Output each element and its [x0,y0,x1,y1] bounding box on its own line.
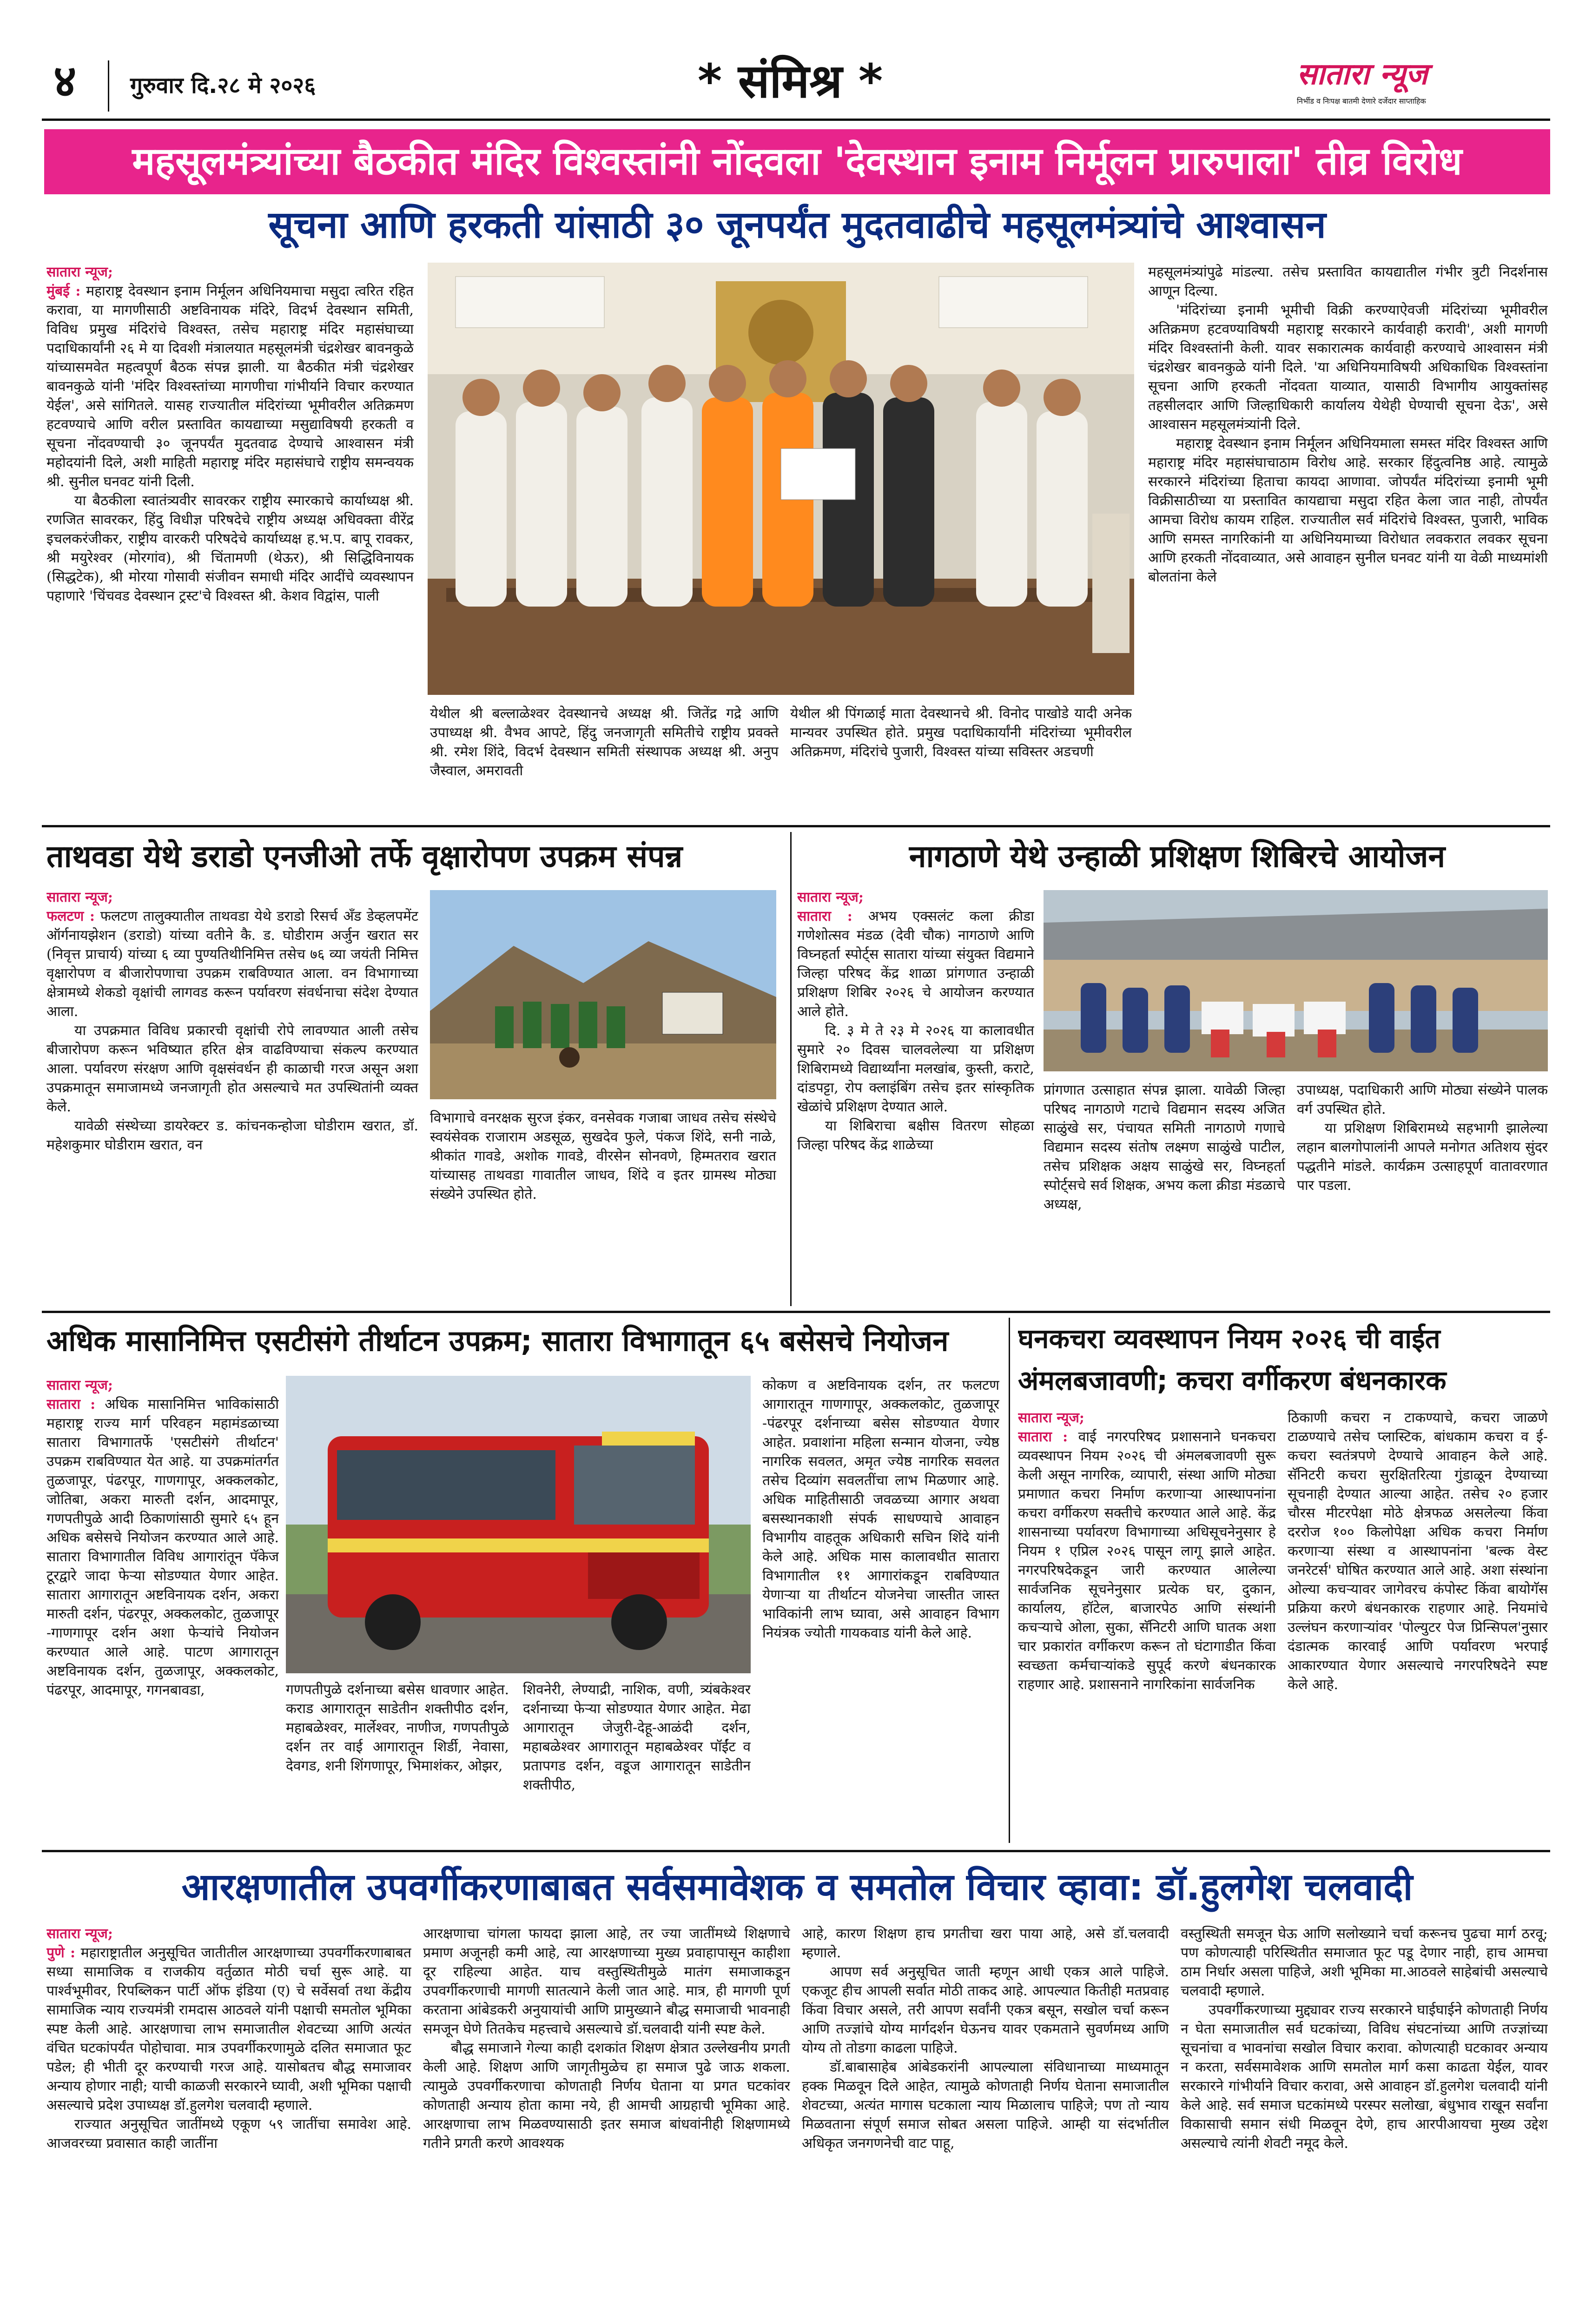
story6-lead: महाराष्ट्रातील अनुसूचित जातीतील आरक्षणाच्या उपवर्गीकरणाबाबत सध्या सामाजिक व राजकीय वर्तुळात मोठी चर्चा सुरू आहे. या पार्श्वभूमीवर, रिपब्लिकन पार्टी ऑफ इंडिया (ए) चे सर्वेसर्वा तथा केंद्रीय सामाजिक न्याय राज्यमंत्री रामदास आठवले यांनी पक्षाची समतोल भूमिका स्पष्ट केली आहे. आरक्षणाचा लाभ समाजातील शेवटच्या आणि अत्यंत वंचित घटकांपर्यंत पोहोचावा. मात्र उपवर्गीकरणामुळे दलित समाजात फूट पडेल; ही भीती दूर करण्याची गरज आहे. यासोबतच बौद्ध समाजावर अन्याय होणार नाही; याची काळजी सरकारने घ्यावी, अशी भूमिका पक्षाची असल्याचे प्रदेश उपाध्यक्ष डॉ.हुलगेश चलवादी म्हणाले. [46,1945,411,2113]
story6-col2-p2: बौद्ध समाजाने गेल्या काही दशकांत शिक्षण क्षेत्रात उल्लेखनीय प्रगती केली आहे. शिक्षण आणि जागृतीमुळेच हा समाज पुढे जाऊ शकला. त्यामुळे उपवर्गीकरणाचा कोणताही निर्णय घेताना या प्रगत घटकांवर कोणताही अन्याय होता कामा नये, ही आमची आग्रहाची भूमिका आहे. आरक्षणाचा लाभ मिळवण्यासाठी इतर समाज बांधवांनीही शिक्षणामध्ये गतीने प्रगती करणे आवश्यक [423,2040,790,2152]
story1-location: मुंबई : [46,283,81,299]
story3-column-1 [797,888,1034,1301]
story1-banner-text: महसूलमंत्र्यांच्या बैठकीत मंदिर विश्वस्तांनी नोंदवला 'देवस्थान इनाम निर्मूलन प्रारुपाला' तीव्र विरोध [132,139,1462,184]
story1-subhead: सूचना आणि हरकती यांसाठी ३० जूनपर्यंत मुदतवाढीचे महसूलमंत्र्यांचे आश्वासन [268,203,1326,246]
story1-lead: महाराष्ट्र देवस्थान इनाम निर्मूलन अधिनियमाचा मसुदा त्वरित रहित करावा, या मागणीसाठी अष्टविनायक मंदिरे, विदर्भ देवस्थान समिती, विविध प्रमुख मंदिरांचे विश्वस्त, तसेच महाराष्ट्र मंदिर महासंघाच्या पदाधिकार्यांनी २६ मे या दिवशी मंत्रालयात महसूलमंत्री चंद्रशेखर बावनकुळे यांच्यासमवेत महत्वपूर्ण बैठक संपन्न झाली. या बैठकीत मंत्री चंद्रशेखर बावनकुळे यांनी 'मंदिर विश्वस्तांच्या मागणीचा गांभीर्याने विचार करण्यात येईल', असे सांगितले. यासह राज्यातील मंदिरांच्या भूमीवरील अतिक्रमण हटवण्याचे आणि वरील प्रस्तावित कायद्याच्या मसुद्याविषयी हरकती व सूचना नोंदवण्याची ३० जूनपर्यंत मुदतवाढ देण्याचे आश्वासन मंत्री महोदयांनी दिले, अशी माहिती महाराष्ट्र मंदिर महासंघाचे राष्ट्रीय समन्वयक श्री. सुनील घनवट यांनी दिली. [46,283,414,490]
story6-column-3 [802,1924,1169,2324]
story2-p3: यावेळी संस्थेच्या डायरेक्टर ड. कांचनकन्होजा घोडीराम खरात, डॉ. महेशकुमार घोडीराम खरात, वन [46,1118,418,1153]
section-title: * संमिश्र * [697,54,883,108]
story5-body: वाई नगरपरिषद प्रशासनाने घनकचरा व्यवस्थापन नियम २०२६ ची अंमलबजावणी सुरू केली असून नागरिक, व्यापारी, संस्था आणि मोठ्या प्रमाणात कचरा निर्माण करणाऱ्या आस्थापनांना कचरा वर्गीकरण सक्तीचे करण्यात आले आहे. केंद्र शासनाच्या पर्यावरण विभागाच्या अधिसूचनेनुसार हे नियम १ एप्रिल २०२६ पासून लागू झाले आहेत. नगरपरिषदेकडून जारी करण्यात आलेल्या सार्वजनिक सूचनेनुसार प्रत्येक घर, दुकान, कार्यालय, हॉटेल, बाजारपेठ आणि संस्थांनी कचऱ्याचे ओला, सुका, सॅनिटरी आणि घातक अशा चार प्रकारांत वर्गीकरण करून तो घंटागाडीत किंवा स्वच्छता कर्मचाऱ्यांकडे सुपूर्द करणे बंधनकारक राहणार आहे. प्रशासनाने नागरिकांना सार्वजनिक [1018,1429,1276,1693]
story1-col4-p2: 'मंदिरांच्या इनामी भूमीची विक्री करण्याऐवजी मंदिरांच्या भूमीवरील अतिक्रमण हटवण्याविषयी महाराष्ट्र सरकारने कार्यवाही करावी', अशी मागणी मंदिर विश्वस्तांनी केली. यावर सकारात्मक कार्यवाही करण्याचे आश्वासन मंत्री चंद्रशेखर बावनकुळे यांनी दिले. 'या अधिनियमाविषयी अधिकाधिक विश्वस्तांना सूचना आणि हरकती नोंदवता याव्यात, यासाठी विभागीय आयुक्तांसह तहसीलदार आणि जिल्हाधिकारी कार्यालय येथेही घेण्याची सूचना देऊ', असे आश्वासन महसूलमंत्र्यांनी दिले. [1148,302,1548,433]
story1-caption-b: येथील श्री पिंगळाई माता देवस्थानचे श्री. विनोद पाखोडे यादी अनेक मान्यवर उपस्थित होते. प्रमुख पदाधिकार्यांनी मंदिरांच्या भूमीवरील अतिक्रमण, मंदिरांचे पुजारी, विश्वस्त यांच्या सविस्तर अडचणी [790,706,1132,760]
story2-plantation-photo [430,890,776,1099]
story3-location: सातारा : [797,908,852,924]
story4-location: सातारा : [46,1396,96,1413]
story4-caption-2: शिवनेरी, लेण्याद्री, नाशिक, वणी, त्र्यंबकेश्वर दर्शनाच्या फेऱ्या सोडण्यात येणार आहेत. मेढा आगारातून जेजुरी-देहू-आळंदी दर्शन, महाबळेश्वर आगारातून महाबळेश्वर पॉईंट व प्रतापगड दर्शन, वडूज आगारातून साडेतीन शक्तीपीठ, [523,1682,751,1793]
story3-source: सातारा न्यूज; [797,889,864,905]
story4-column-1 [46,1376,279,1841]
section-rule-3 [42,1850,1550,1852]
story1-col4-p3: महाराष्ट्र देवस्थान इनाम निर्मूलन अधिनियमाला समस्त मंदिर विश्वस्त आणि महाराष्ट्र मंदिर महासंघाचाठाम विरोध आहे. सरकार हिंदुत्वनिष्ठ आहे. त्यामुळे सरकारने मंदिरांच्या हिताचा कायदा आणावा. जोपर्यंत मंदिरांच्या इनामी भूमी विक्रीसाठीच्या या प्रस्तावित कायद्याचा मसुदा रहित केला जात नाही, तोपर्यंत आमचा विरोध कायम राहिल. राज्यातील सर्व मंदिरांचे विश्वस्त, पुजारी, भाविक आणि समस्त नागरिकांनी या अधिनियमाच्या विरोधात लवकरात लवकर सूचना आणि हरकती नोंदवाव्यात, असे आवाहन सुनील घनवट यांनी या वेळी माध्यमांशी बोलतांना केले [1148,436,1548,585]
story5-col2-body: ठिकाणी कचरा न टाकण्याचे, कचरा जाळणे टाळण्याचे तसेच प्लास्टिक, बांधकाम कचरा व ई-कचरा स्वतंत्रपणे देण्याचे आवाहन केले आहे. सॅनिटरी कचरा सुरक्षितरित्या गुंडाळून देण्याच्या सूचनाही देण्यात आल्या आहेत. तसेच २० हजार चौरस मीटरपेक्षा मोठे क्षेत्रफळ असलेल्या किंवा दररोज १०० किलोपेक्षा अधिक कचरा निर्माण करणाऱ्या संस्था व आस्थापनांना 'बल्क वेस्ट जनरेटर्स' घोषित करण्यात आले आहे. अशा संस्थांना ओल्या कचऱ्यावर जागेवरच कंपोस्ट किंवा बायोगॅस प्रक्रिया करणे बंधनकारक राहणार आहे. नियमांचे उल्लंघन करणाऱ्यांवर 'पोल्युटर पेज प्रिन्सिपल'नुसार दंडात्मक कारवाई आणि पर्यावरण भरपाई आकारण्यात येणार असल्याचे नगरपरिषदेने स्पष्ट केले आहे. [1288,1410,1548,1693]
story5-column-1 [1018,1408,1276,1843]
story4-col3-body: कोकण व अष्टविनायक दर्शन, तर फलटण आगारातून गाणगापूर, अक्कलकोट, तुळजापूर -पंढरपूर दर्शनाच्या बसेस सोडण्यात येणार आहेत. प्रवाशांना महिला सन्मान योजना, ज्येष्ठ नागरिक सवलत, अमृत ज्येष्ठ नागरिक सवलत तसेच दिव्यांग सवलतींचा लाभ मिळणार आहे. अधिक माहितीसाठी जवळच्या आगार अथवा बसस्थानकाशी संपर्क साधण्याचे आवाहन विभागीय वाहतूक अधिकारी सचिन शिंदे यांनी केले आहे. अधिक मास कालावधीत सातारा विभागातील ११ आगारांकडून राबविण्यात येणाऱ्या या तीर्थाटन योजनेचा जास्तीत जास्त भाविकांनी लाभ घ्यावा, असे आवाहन विभाग नियंत्रक ज्योती गायकवाड यांनी केले आहे. [762,1377,999,1641]
story6-col3-p3: डॉ.बाबासाहेब आंबेडकरांनी आपल्याला संविधानाच्या माध्यमातून हक्क मिळवून दिले आहेत, त्यामुळे कोणताही निर्णय घेताना समाजातील शेवटच्या, अत्यंत मागास घटकाला न्याय मिळालाच पाहिजे; पण तो न्याय मिळवताना संपूर्ण समाज सोबत असला पाहिजे. आम्ही या संदर्भातील अधिकृत जनगणनेची वाट पाहू, [802,2059,1169,2152]
header-rule [42,119,1550,121]
story5-location: सातारा : [1018,1429,1068,1445]
story1-column-4 [1148,263,1548,811]
story3-p3: या शिबिराचा बक्षीस वितरण सोहळा जिल्हा परिषद केंद्र शाळेच्या [797,1118,1034,1153]
story3-lead: अभय एक्सलंट कला क्रीडा गणेशोत्सव मंडळ (देवी चौक) नागठाणे आणि विघ्नहर्ता स्पोर्ट्स सातारा यांच्या संयुक्त विद्यमाने जिल्हा परिषद केंद्र शाळा प्रांगणात उन्हाळी प्रशिक्षण शिबिर २०२६ चे आयोजन करण्यात आले होते. [797,908,1034,1020]
story1-source: सातारा न्यूज; [46,264,113,280]
story3-cap2a: उपाध्यक्ष, पदाधिकारी आणि मोठ्या संख्येने पालक वर्ग उपस्थित होते. [1297,1082,1548,1117]
story2-3-divider [790,832,792,1306]
story2-location: फलटण : [46,908,95,924]
story2-headline: ताथवडा येथे डराडो एनजीओ तर्फे वृक्षारोपण उपक्रम संपन्न [46,838,683,874]
story3-caption-1: प्रांगणात उत्साहात संपन्न झाला. यावेळी जिल्हा परिषद नागठाणे गटाचे विद्यमान सदस्य अजित साळुंखे सर, पंचायत समिती नागठाणे गणाचे विद्यमान सदस्य संतोष लक्ष्मण साळुंखे पाटील, तसेच प्रशिक्षक अक्षय साळुंखे सर, विघ्नहर्ता स्पोर्ट्सचे सर्व शिक्षक, अभय कला क्रीडा मंडळाचे अध्यक्ष, [1044,1082,1285,1213]
story4-5-divider [1009,1318,1010,1843]
story1-col4-p1: महसूलमंत्र्यांपुढे मांडल्या. तसेच प्रस्तावित कायद्यातील गंभीर त्रुटी निदर्शनास आणून दिल्या. [1148,264,1548,299]
story6-column-4 [1181,1924,1548,2324]
section-rule-1 [42,825,1550,827]
story4-headline: अधिक मासानिमित्त एसटीसंगे तीर्थाटन उपक्रम; सातारा विभागातून ६५ बसेसचे नियोजन [46,1324,949,1358]
header-divider [108,60,109,112]
page-number: ४ [53,56,77,107]
story5-source: सातारा न्यूज; [1018,1410,1084,1426]
story1-col1-paragraph-2: या बैठकीला स्वातंत्र्यवीर सावरकर राष्ट्रीय स्मारकाचे कार्याध्यक्ष श्री. रणजित सावरकर, हिंदु विधीज्ञ परिषदेचे राष्ट्रीय अध्यक्ष अधिवक्ता वीरेंद्र इचलकरंजीकर, राष्ट्रीय वारकरी परिषदेचे कार्याध्यक्ष ह.भ.प. बापू रावकर, श्री मयुरेश्वर (मोरगांव), श्री चिंतामणी (थेऊर), श्री सिद्धिविनायक (सिद्धटेक), श्री मोरया गोसावी संजीवन समाधी मंदिर आदींचे व्यवस्थापन पहाणारे 'चिंचवड देवस्थान ट्रस्ट'चे विश्वस्त श्री. केशव विद्वांस, पाली [46,493,414,604]
story4-caption-1: गणपतीपुळे दर्शनाच्या बसेस धावणार आहेत. कराड आगारातून साडेतीन शक्तीपीठ दर्शन, महाबळेश्वर, मार्लेश्वर, नाणीज, गणपतीपुळे दर्शन तर वाई आगारातून शिर्डी, नेवासा, देवगड, शनी शिंगणापूर, भिमाशंकर, ओझर, [286,1682,509,1774]
story6-col4-p1: वस्तुस्थिती समजून घेऊ आणि सलोख्याने चर्चा करूनच पुढचा मार्ग ठरवू; पण कोणत्याही परिस्थितीत समाजात फूट पडू देणार नाही, हाच आमचा ठाम निर्धार असला पाहिजे, अशी भूमिका मा.आठवले साहेबांची असल्याचे चलवादी म्हणाले. [1181,1926,1548,1999]
story5-headline-line-2: अंमलबजावणी; कचरा वर्गीकरण बंधनकारक [1018,1365,1447,1396]
story6-col4-p2: उपवर्गीकरणाच्या मुद्द्यावर राज्य सरकारने घाईघाईने कोणताही निर्णय न घेता समाजातील सर्व घटकांच्या, विविध संघटनांच्या आणि तज्ज्ञांच्या सूचनांचा व भावनांचा सखोल विचार करावा. कोणत्याही घटकावर अन्याय न करता, सर्वसमावेशक आणि समतोल मार्ग कसा काढता येईल, यावर सरकारने गांभीर्याने विचार करावा, असे आवाहन डॉ.हुलगेश चलवादी यांनी केले आहे. सर्व समाज घटकांमध्ये परस्पर सलोखा, बंधुभाव राखून सर्वांना विकासाची समान संधी मिळवून देणे, हाच आरपीआयचा मुख्य उद्देश असल्याचे त्यांनी शेवटी नमूद केले. [1181,2002,1548,2152]
story1-meeting-photo [428,263,1134,695]
story5-headline-line-1: घनकचरा व्यवस्थापन नियम २०२६ ची वाईत [1018,1323,1440,1354]
logo-tagline: निर्भीड व निःपक्ष बातमी देणारे दर्जेदार साप्ताहिक [1297,97,1426,106]
story6-headline: आरक्षणातील उपवर्गीकरणाबाबत सर्वसमावेशक व समतोल विचार व्हावा: डॉ.हुलगेश चलवादी [181,1865,1413,1908]
story4-bus-photo [286,1376,751,1673]
story6-source: सातारा न्यूज; [46,1926,113,1942]
story2-column-1 [46,888,418,1301]
story6-col2-p1: आरक्षणाचा चांगला फायदा झाला आहे, तर ज्या जातींमध्ये शिक्षणाचे प्रमाण अजूनही कमी आहे, त्या आरक्षणाच्या मुख्य प्रवाहापासून काहीशा दूर राहिल्या आहेत. याच वस्तुस्थितीमुळे मातंग समाजाकडून उपवर्गीकरणाची मागणी सातत्याने केली जात आहे. मात्र, ही मागणी पूर्ण करताना आंबेडकरी अनुयायांची आणि प्रामुख्याने बौद्ध समाजाची भावनाही समजून घेणे तितकेच महत्त्वाचे असल्याचे डॉ.चलवादी यांनी स्पष्ट केले. [423,1926,790,2037]
story6-column-1 [46,1924,411,2324]
story4-column-3 [762,1376,999,1841]
section-rule-2 [42,1311,1550,1313]
story1-column-1 [46,263,414,811]
story6-location: पुणे : [46,1945,76,1961]
story3-caption-2 [1297,1081,1548,1304]
story1-caption-a: येथील श्री बल्लाळेश्वर देवस्थानचे अध्यक्ष श्री. जितेंद्र गद्रे आणि उपाध्यक्ष श्री. वैभव आपटे, हिंदु जनजागृती समितीचे राष्ट्रीय प्रवक्ते श्री. रमेश शिंदे, विदर्भ देवस्थान समिती संस्थापक अध्यक्ष श्री. अनुप जैस्वाल, अमरावती [430,706,779,779]
story3-headline: नागठाणे येथे उन्हाळी प्रशिक्षण शिबिरचे आयोजन [909,838,1446,874]
story6-col1-p2: राज्यात अनुसूचित जातींमध्ये एकूण ५९ जातींचा समावेश आहे. आजवरच्या प्रवासात काही जातींना [46,2116,411,2152]
story6-col3-p1: आहे, कारण शिक्षण हाच प्रगतीचा खरा पाया आहे, असे डॉ.चलवादी म्हणाले. [802,1926,1169,1961]
story6-col3-p2: आपण सर्व अनुसूचित जाती म्हणून आधी एकत्र आले पाहिजे. एकजूट हीच आपली सर्वात मोठी ताकद आहे. आपल्यात कितीही मतप्रवाह किंवा विचार असले, तरी आपण सर्वांनी एकत्र बसून, सखोल चर्चा करून आणि तज्ज्ञांचे योग्य मार्गदर्शन घेऊनच यावर एकमताने सुवर्णमध्य आणि योग्य तो तोडगा काढला पाहिजे. [802,1964,1169,2056]
story4-body: अधिक मासानिमित्त भाविकांसाठी महाराष्ट्र राज्य मार्ग परिवहन महामंडळाच्या सातारा विभागातर्फे 'एसटीसंगे तीर्थाटन' उपक्रम राबविण्यात येत आहे. या उपक्रमांतर्गत तुळजापूर, पंढरपूर, गाणगापूर, अक्कलकोट, जोतिबा, अकरा मारुती दर्शन, आदमापूर, गणपतीपुळे आदी ठिकाणांसाठी सुमारे ६५ हून अधिक बसेसचे नियोजन करण्यात आले आहे. सातारा विभागातील विविध आगारांतून पॅकेज टूरद्वारे जादा फेऱ्या सोडण्यात येणार आहेत. सातारा आगारातून अष्टविनायक दर्शन, अकरा मारुती दर्शन, पंढरपूर, अक्कलकोट, तुळजापूर -गाणगापूर दर्शन अशा फेऱ्यांचे नियोजन करण्यात आले आहे. पाटण आगारातून अष्टविनायक दर्शन, तुळजापूर, अक्कलकोट, पंढरपूर, आदमापूर, गगनबावडा, [46,1396,279,1698]
story4-source: सातारा न्यूज; [46,1377,113,1393]
story2-p2: या उपक्रमात विविध प्रकारची वृक्षांची रोपे लावण्यात आली तसेच बीजारोपण करून भविष्यात हरित क्षेत्र वाढविण्याचा संकल्प करण्यात आला. पर्यावरण संरक्षण आणि वृक्षसंवर्धन ही काळाची गरज असून अशा उपक्रमातून समाजामध्ये जनजागृती होत असल्याचे मत उपस्थितांनी व्यक्त केले. [46,1023,418,1115]
story3-p2: दि. ३ मे ते २३ मे २०२६ या कालावधीत सुमारे २० दिवस चालवलेल्या या प्रशिक्षण शिबिरामध्ये विद्यार्थ्यांना मलखांब, कुस्ती, कराटे, दांडपट्टा, रोप क्लाइंबिंग तसेच इतर सांस्कृतिक खेळांचे प्रशिक्षण देण्यात आले. [797,1023,1034,1115]
logo-text: सातारा न्यूज [1297,57,1428,92]
story6-column-2 [423,1924,790,2324]
story3-cap2b: या प्रशिक्षण शिबिरामध्ये सहभागी झालेल्या लहान बालगोपालांनी आपले मनोगत अतिशय सुंदर पद्धतीने मांडले. कार्यक्रम उत्साहपूर्ण वातावरणात पार पडला. [1297,1120,1548,1194]
story2-caption: विभागाचे वनरक्षक सुरज इंकर, वनसेवक गजाबा जाधव तसेच संस्थेचे स्वयंसेवक राजाराम अडसूळ, सुखदेव फुले, पंकज शिंदे, सनी नाळे, श्रीकांत गावडे, अशोक गावडे, वीरसेन सोनवणे, हिम्मतराव खरात यांच्यासह ताथवडा गावातील जाधव, शिंदे व इतर ग्रामस्थ मोठ्या संख्येने उपस्थित होते. [430,1110,776,1202]
story2-lead: फलटण तालुक्यातील ताथवडा येथे डराडो रिसर्च अँड डेव्हलपमेंट ऑर्गनायझेशन (डराडो) यांच्या वतीने कै. ड. घोडीराम अर्जुन खरात सर (निवृत्त प्राचार्य) यांच्या ६ व्या पुण्यतिथीनिमित्त तसेच ७६ व्या जयंती निमित्त वृक्षारोपण व बीजारोपणाचा उपक्रम राबविण्यात आला. वन विभागाच्या क्षेत्रामध्ये शेकडो वृक्षांची लागवड करून पर्यावरण संवर्धनाचा संदेश देण्यात आला. [46,908,418,1020]
date-line: गुरुवार दि.२८ मे २०२६ [130,73,316,99]
story5-column-2 [1288,1408,1548,1843]
story2-source: सातारा न्यूज; [46,889,113,905]
masthead-logo [1297,56,1571,116]
story3-camp-photo [1044,890,1548,1071]
